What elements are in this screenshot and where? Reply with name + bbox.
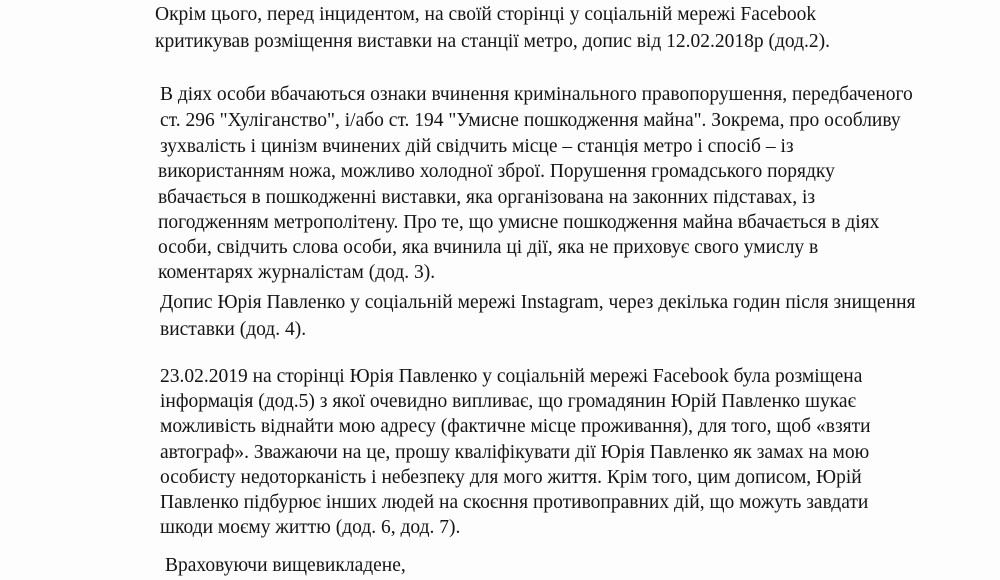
text-line: зухвалість і цинізм вчинених дій свідчить місце – станція метро і спосіб – із [160,136,794,157]
text-line: 23.02.2019 на сторінці Юрія Павленко у соціальній мережі Facebook була розміщена [160,366,863,387]
text-line: Окрім цього, перед інцидентом, на своїй сторінці у соціальній мережі Facebook [155,4,817,25]
text-line: особи, свідчить слова особи, яка вчинила ці дії, яка не приховує свого умислу в [158,237,819,258]
text-line: ст. 296 "Хуліганство", і/або ст. 194 "Умисне пошкодження майна". Зокрема, про особливу [160,110,901,131]
text-line: шкоди моєму життю (дод. 6, дод. 7). [160,517,461,538]
text-line: Допис Юрія Павленко у соціальній мережі Instagram, через декілька годин після знищення [160,292,916,313]
text-line: особисту недоторканість і небезпеку для мого життя. Крім того, цим дописом, Юрій [160,467,862,488]
text-line: можливість віднайти мою адресу (фактичне місце проживання), для того, щоб «взяти [160,416,871,437]
text-line: В діях особи вбачаються ознаки вчинення кримінального правопорушення, передбаченого [160,84,913,105]
text-line: інформація (дод.5) з якої очевидно випливає, що громадянин Юрій Павленко шукає [160,391,856,412]
text-line: вбачається в пошкодженні виставки, яка організована на законних підставах, із [158,187,816,208]
text-line: автограф». Зважаючи на це, прошу кваліфікувати дії Юрія Павленко як замах на мою [160,442,870,463]
text-line: критикував розміщення виставки на станції метро, допис від 12.02.2018р (дод.2). [155,31,831,52]
text-line: Павленко підбурює інших людей на скоєння противоправних дій, що можуть завдати [160,492,869,513]
text-line: коментарях журналістам (дод. 3). [158,262,436,283]
text-line: виставки (дод. 4). [160,319,307,340]
text-line: використанням ножа, можливо холодної зброї. Порушення громадського порядку [158,161,835,182]
text-line: Враховуючи вищевикладене, [165,555,406,576]
text-line: погодженням метрополітену. Про те, що умисне пошкодження майна вбачається в діях [158,212,880,233]
